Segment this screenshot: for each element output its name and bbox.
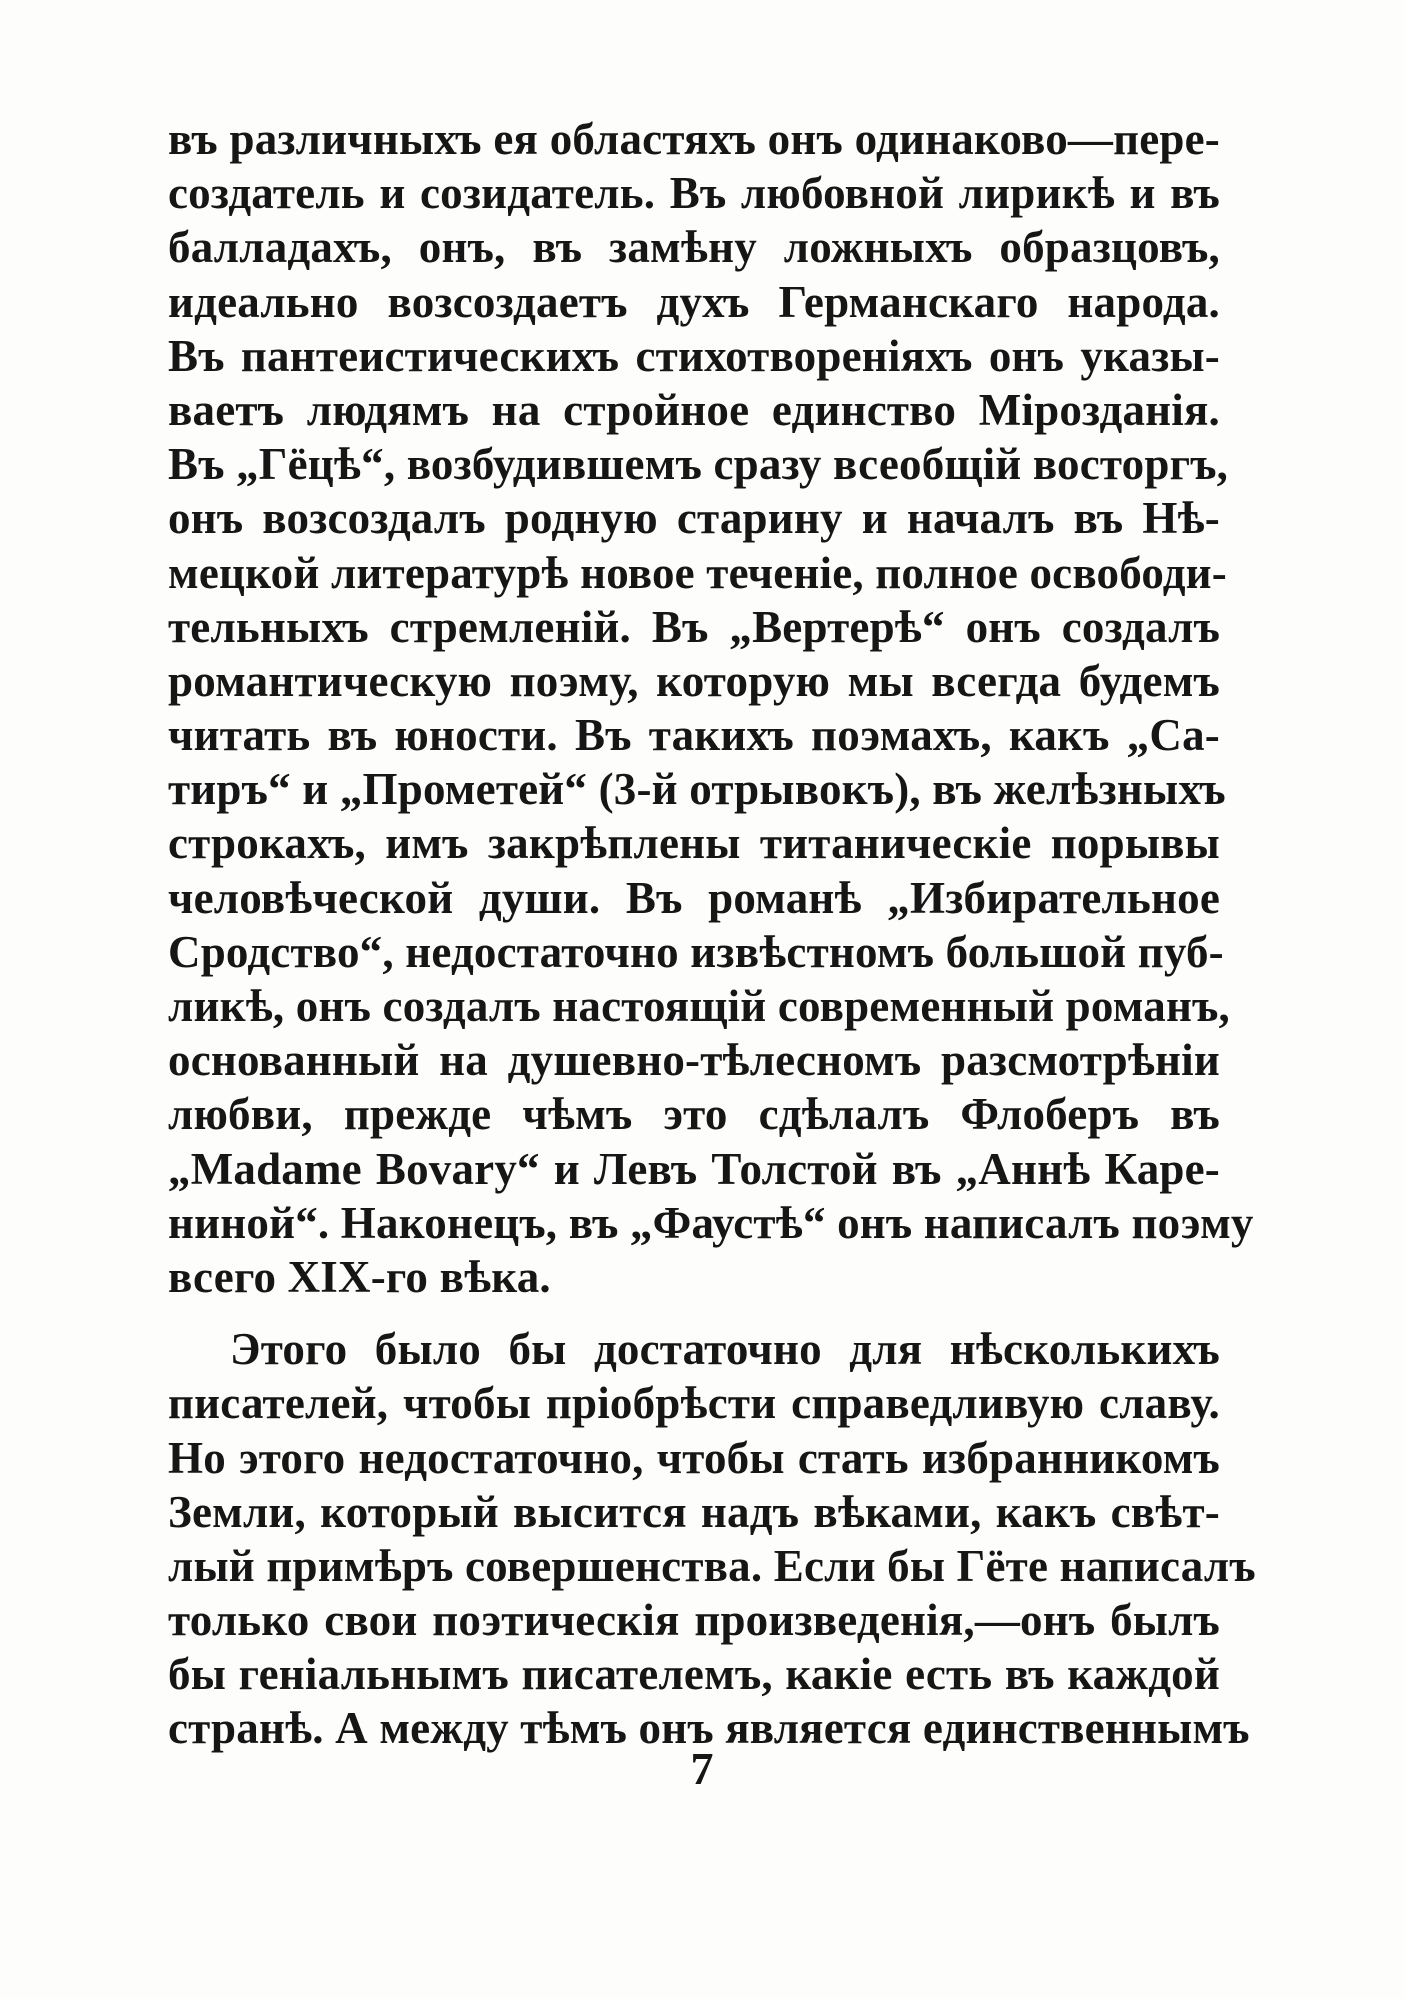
text-line: писателей, чтобы пріобрѣсти справедливую славу. [168, 1378, 1220, 1429]
page-number: 7 [690, 1743, 714, 1794]
text-line: только свои поэтическія произведенія,—онъ былъ [168, 1595, 1220, 1646]
text-line: Земли, который высится надъ вѣками, какъ свѣт- [168, 1486, 1220, 1537]
paragraph-1 [168, 112, 1254, 1304]
text-line: ниной“. Наконецъ, въ „Фаустѣ“ онъ написалъ поэму [168, 1197, 1254, 1248]
text-line: въ различныхъ ея областяхъ онъ одинаково—пере- [168, 114, 1220, 164]
text-line: Но этого недостаточно, чтобы стать избранникомъ [168, 1432, 1220, 1483]
text-line: тельныхъ стремленій. Въ „Вертерѣ“ онъ создалъ [168, 601, 1220, 652]
text-line: человѣческой души. Въ романѣ „Избирательное [168, 872, 1220, 923]
body-text [168, 112, 1256, 1756]
text-line: лый примѣръ совершенства. Если бы Гёте написалъ [168, 1540, 1256, 1591]
text-line: ваетъ людямъ на стройное единство Мірозданія. [168, 384, 1220, 435]
text-line: основанный на душевно-тѣлесномъ разсмотрѣніи [168, 1035, 1220, 1086]
text-line: Въ „Гёцѣ“, возбудившемъ сразу всеобщій восторгъ, [168, 439, 1229, 490]
text-line: бы геніальнымъ писателемъ, какіе есть въ каждой [168, 1649, 1220, 1700]
text-line: странѣ. А между тѣмъ онъ является единственнымъ [168, 1703, 1250, 1754]
text-line: идеально возсоздаетъ духъ Германскаго народа. [168, 276, 1220, 327]
text-line: создатель и созидатель. Въ любовной лирикѣ и въ [168, 168, 1220, 219]
text-line: читать въ юности. Въ такихъ поэмахъ, какъ „Са- [168, 710, 1220, 761]
text-line: „Madame Bovary“ и Левъ Толстой въ „Аннѣ Каре- [168, 1143, 1220, 1194]
text-line: ликѣ, онъ создалъ настоящій современный романъ, [168, 981, 1230, 1031]
paragraph-2 [168, 1322, 1256, 1756]
text-line: балладахъ, онъ, въ замѣну ложныхъ образцовъ, [168, 222, 1220, 273]
text-line: мецкой литературѣ новое теченіе, полное освободи- [168, 547, 1227, 598]
text-line: всего XIX-го вѣка. [168, 1251, 551, 1302]
text-line: тиръ“ и „Прометей“ (3-й отрывокъ), въ желѣзныхъ [168, 764, 1226, 815]
paragraph-gap [168, 1304, 1220, 1322]
text-line: Въ пантеистическихъ стихотвореніяхъ онъ указы- [168, 330, 1220, 381]
text-line: онъ возсоздалъ родную старину и началъ въ Нѣ- [168, 493, 1220, 544]
text-line: романтическую поэму, которую мы всегда будемъ [168, 655, 1220, 706]
text-line: строкахъ, имъ закрѣплены титаническіе порывы [168, 818, 1220, 869]
text-line: любви, прежде чѣмъ это сдѣлалъ Флоберъ въ [168, 1089, 1220, 1140]
text-line: Этого было бы достаточно для нѣсколькихъ [230, 1324, 1220, 1375]
text-line: Сродство“, недостаточно извѣстномъ большой пуб- [168, 926, 1224, 977]
